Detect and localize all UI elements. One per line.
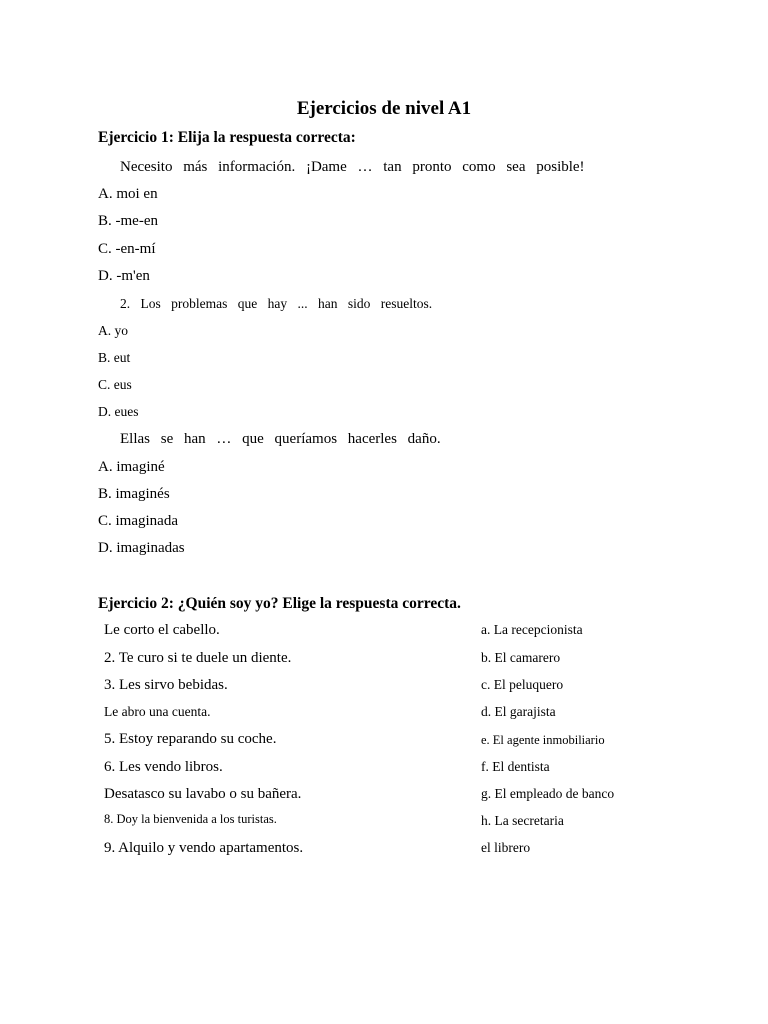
match-right-item: g. El empleado de banco xyxy=(481,786,615,801)
match-left-item: 8. Doy la bienvenida a los turistas. xyxy=(104,812,277,826)
match-right-item: a. La recepcionista xyxy=(481,622,583,637)
question-3-option-b: B. imaginés xyxy=(98,486,170,502)
match-right-item: b. El camarero xyxy=(481,650,561,665)
question-1-option-d: D. -m'en xyxy=(98,268,150,284)
match-right-item: d. El garajista xyxy=(481,704,556,719)
question-1-option-c: C. -en-mí xyxy=(98,241,156,257)
match-left-item: 2. Te curo si te duele un diente. xyxy=(104,650,292,666)
question-2-option-d: D. eues xyxy=(98,404,139,419)
question-1-prompt: Necesito más información. ¡Dame … tan pronto como sea posible! xyxy=(120,159,585,175)
question-2-option-a: A. yo xyxy=(98,323,128,338)
question-1-option-b: B. -me-en xyxy=(98,213,158,229)
match-right-item: f. El dentista xyxy=(481,759,550,774)
match-left-item: 5. Estoy reparando su coche. xyxy=(104,731,277,747)
page-title: Ejercicios de nivel A1 xyxy=(296,98,472,119)
question-1-option-a: A. moi en xyxy=(98,186,158,202)
match-left-item: 3. Les sirvo bebidas. xyxy=(104,677,228,693)
match-right-item: el librero xyxy=(481,840,531,855)
question-3-option-a: A. imaginé xyxy=(98,459,165,475)
question-2-option-c: C. eus xyxy=(98,377,132,392)
match-right-item: h. La secretaria xyxy=(481,813,564,828)
question-2-option-b: B. eut xyxy=(98,350,131,365)
match-left-item: 9. Alquilo y vendo apartamentos. xyxy=(104,840,304,856)
match-right-item: c. El peluquero xyxy=(481,677,564,692)
match-right-item: e. El agente inmobiliario xyxy=(481,733,605,747)
match-left-item: 6. Les vendo libros. xyxy=(104,759,223,775)
match-left-item: Desatasco su lavabo o su bañera. xyxy=(104,786,302,802)
match-left-item: Le abro una cuenta. xyxy=(104,704,211,719)
exercise-2-heading: Ejercicio 2: ¿Quién soy yo? Elige la respuesta correcta. xyxy=(98,595,461,612)
exercise-1-heading: Ejercicio 1: Elija la respuesta correcta: xyxy=(98,129,356,146)
question-3-option-c: C. imaginada xyxy=(98,513,178,529)
question-2-prompt: 2. Los problemas que hay ... han sido resueltos. xyxy=(120,296,433,311)
match-left-item: Le corto el cabello. xyxy=(104,622,220,638)
question-3-prompt: Ellas se han … que queríamos hacerles daño. xyxy=(120,431,441,447)
question-3-option-d: D. imaginadas xyxy=(98,540,185,556)
